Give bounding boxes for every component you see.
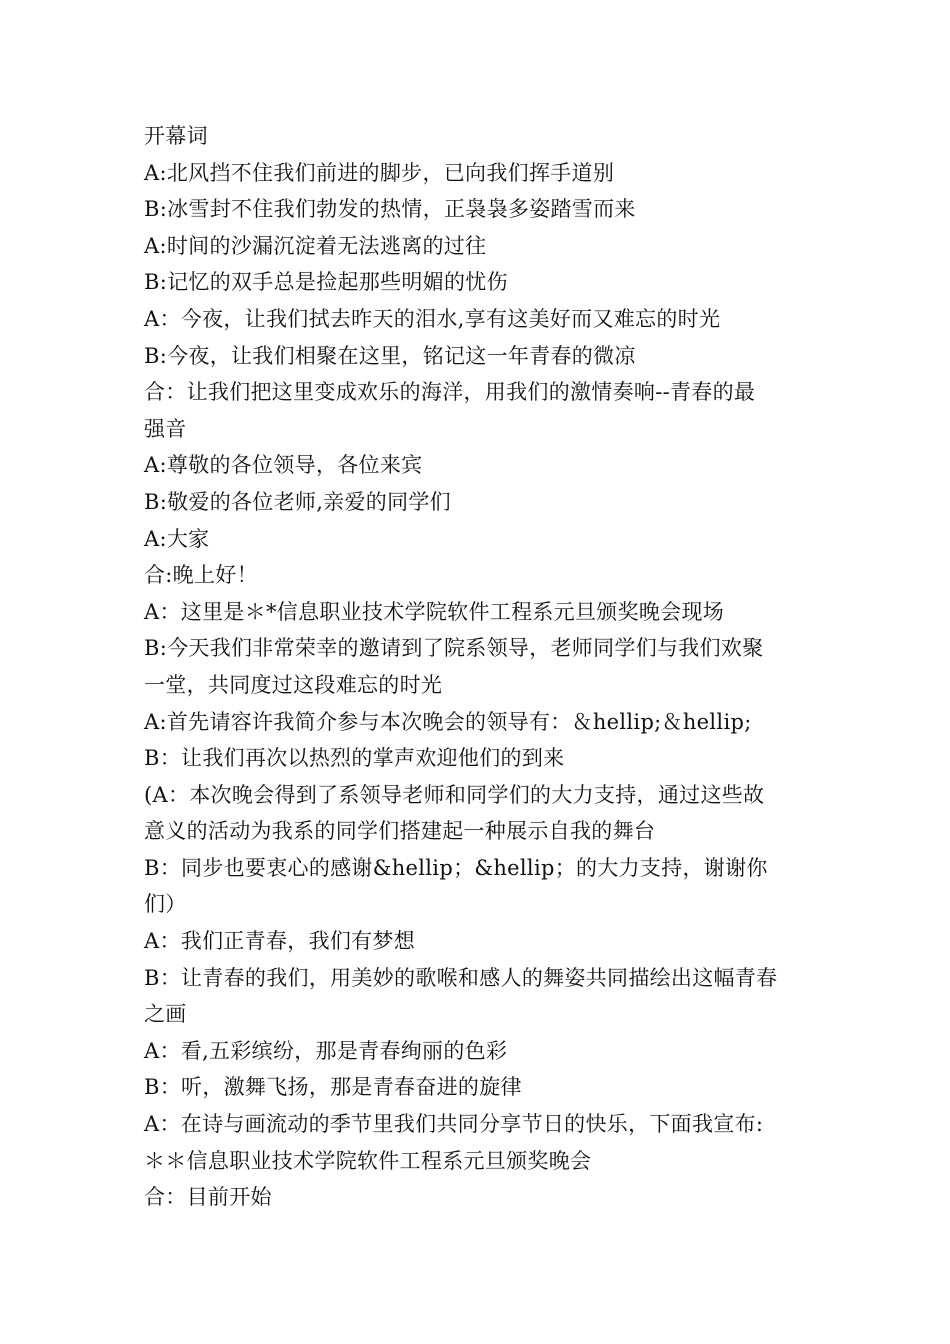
text-line: A：在诗与画流动的季节里我们共同分享节日的快乐，下面我宣布: xyxy=(144,1112,764,1137)
text-line: ＊＊信息职业技术学院软件工程系元旦颁奖晚会 xyxy=(144,1148,592,1173)
text-line: B：让我们再次以热烈的掌声欢迎他们的到来 xyxy=(144,746,565,771)
text-line: A：看,五彩缤纷，那是青春绚丽的色彩 xyxy=(144,1038,508,1063)
text-line: A:大家 xyxy=(144,526,210,551)
text-line: B：同步也要衷心的感谢&hellip；&hellip；的大力支持，谢谢你 xyxy=(144,855,768,880)
text-line: (A：本次晚会得到了系领导老师和同学们的大力支持，通过这些故 xyxy=(144,782,765,807)
text-line: A:尊敬的各位领导，各位来宾 xyxy=(144,453,423,478)
text-line: A：这里是＊*信息职业技术学院软件工程系元旦颁奖晚会现场 xyxy=(144,599,725,624)
text-line: B:冰雪封不住我们勃发的热情，正袅袅多姿踏雪而来 xyxy=(144,197,636,222)
text-line: B:今天我们非常荣幸的邀请到了院系领导，老师同学们与我们欢聚 xyxy=(144,636,764,661)
text-line: A:首先请容许我简介参与本次晚会的领导有：＆hellip;＆hellip; xyxy=(144,709,752,734)
text-line: A：我们正青春，我们有梦想 xyxy=(144,929,416,954)
document-title: 开幕词 xyxy=(144,124,208,148)
text-line: 强音 xyxy=(144,416,187,441)
text-line: 一堂，共同度过这段难忘的时光 xyxy=(144,672,443,697)
text-line: B：听，激舞飞扬，那是青春奋进的旋律 xyxy=(144,1075,522,1100)
text-line: 们） xyxy=(144,892,187,917)
text-line: 合:晚上好！ xyxy=(144,563,258,588)
text-line: 合：让我们把这里变成欢乐的海洋，用我们的激情奏响--青春的最 xyxy=(144,380,756,405)
document-body xyxy=(144,118,816,1216)
text-line: A:时间的沙漏沉淀着无法逃离的过往 xyxy=(144,233,487,258)
text-line: 之画 xyxy=(144,1002,187,1027)
text-line: A:北风挡不住我们前进的脚步，已向我们挥手道别 xyxy=(144,160,615,185)
text-line: B：让青春的我们，用美妙的歌喉和感人的舞姿共同描绘出这幅青春 xyxy=(144,965,778,990)
text-line: B:记忆的双手总是捡起那些明媚的忧伤 xyxy=(144,270,508,295)
text-line: B:今夜，让我们相聚在这里，铭记这一年青春的微凉 xyxy=(144,343,636,368)
text-line: 意义的活动为我系的同学们搭建起一种展示自我的舞台 xyxy=(144,819,656,844)
text-line: B:敬爱的各位老师,亲爱的同学们 xyxy=(144,489,451,514)
text-line: A：今夜，让我们拭去昨天的泪水,享有这美好而又难忘的时光 xyxy=(144,306,721,331)
text-line: 合：目前开始 xyxy=(144,1185,272,1210)
